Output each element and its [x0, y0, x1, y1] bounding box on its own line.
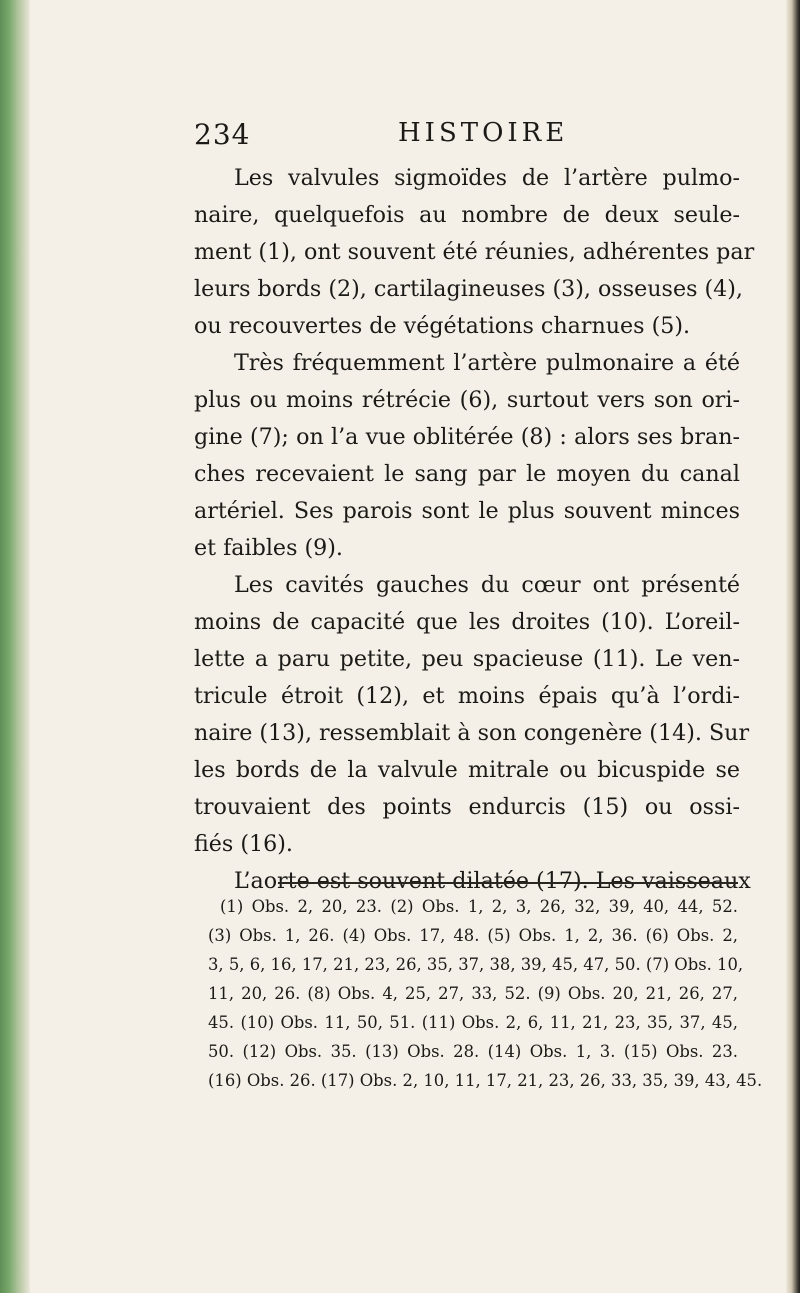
text-line: fiés (16).	[194, 831, 293, 857]
running-title: HISTOIRE	[398, 118, 569, 148]
text-line: naire, quelquefois au nombre de deux seule-	[194, 202, 740, 228]
running-head	[0, 118, 800, 158]
text-line: ches recevaient le sang par le moyen du canal	[194, 461, 740, 487]
body-text	[194, 160, 755, 900]
footnote-line: 3, 5, 6, 16, 17, 21, 23, 26, 35, 37, 38, 39, 45, 47, 50. (7) Obs. 10,	[208, 955, 744, 974]
text-line: gine (7); on l’a vue oblitérée (8) : alors ses bran-	[194, 424, 740, 450]
footnote-line: (1) Obs. 2, 20, 23. (2) Obs. 1, 2, 3, 26, 32, 39, 40, 44, 52.	[220, 897, 738, 916]
page-number: 234	[194, 118, 251, 151]
footnote-line: (16) Obs. 26. (17) Obs. 2, 10, 11, 17, 21, 23, 26, 33, 35, 39, 43, 45.	[208, 1071, 763, 1090]
text-line: Très fréquemment l’artère pulmonaire a été	[234, 350, 740, 376]
footnote-line: 50. (12) Obs. 35. (13) Obs. 28. (14) Obs. 1, 3. (15) Obs. 23.	[208, 1042, 738, 1061]
text-line: Les valvules sigmoïdes de l’artère pulmo-	[234, 165, 740, 191]
footnotes	[208, 892, 763, 1095]
text-line: trouvaient des points endurcis (15) ou ossi-	[194, 794, 740, 820]
text-line: et faibles (9).	[194, 535, 343, 561]
text-line: artériel. Ses parois sont le plus souvent minces	[194, 498, 740, 524]
text-line: leurs bords (2), cartilagineuses (3), osseuses (4),	[194, 276, 743, 302]
footnote-line: 11, 20, 26. (8) Obs. 4, 25, 27, 33, 52. (9) Obs. 20, 21, 26, 27,	[208, 984, 738, 1003]
text-line: moins de capacité que les droites (10). L’oreil-	[194, 609, 740, 635]
footnote-line: (3) Obs. 1, 26. (4) Obs. 17, 48. (5) Obs. 1, 2, 36. (6) Obs. 2,	[208, 926, 738, 945]
footnote-rule	[278, 882, 738, 884]
text-line: ment (1), ont souvent été réunies, adhérentes par	[194, 239, 755, 265]
text-line: ou recouvertes de végétations charnues (5).	[194, 313, 691, 339]
footnote-line: 45. (10) Obs. 11, 50, 51. (11) Obs. 2, 6, 11, 21, 23, 35, 37, 45,	[208, 1013, 738, 1032]
text-line: tricule étroit (12), et moins épais qu’à l’ordi-	[194, 683, 740, 709]
text-line: plus ou moins rétrécie (6), surtout vers son ori-	[194, 387, 740, 413]
text-line: lette a paru petite, peu spacieuse (11). Le ven-	[194, 646, 740, 672]
text-line: L’aorte est souvent dilatée (17). Les vaisseaux	[234, 868, 751, 894]
text-line: Les cavités gauches du cœur ont présenté	[234, 572, 740, 598]
text-line: naire (13), ressemblait à son congenère (14). Sur	[194, 720, 750, 746]
text-line: les bords de la valvule mitrale ou bicuspide se	[194, 757, 740, 783]
